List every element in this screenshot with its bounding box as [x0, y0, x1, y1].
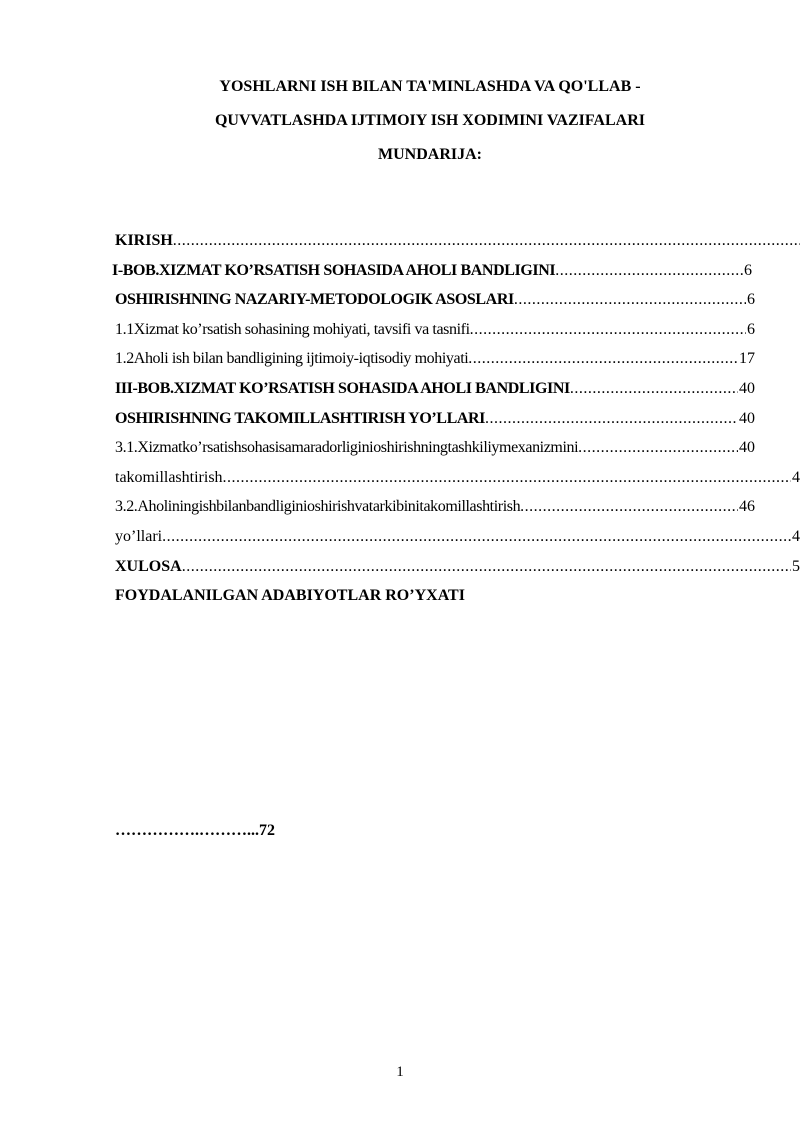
toc-entry-page: 6: [747, 320, 755, 338]
toc-leader-dots: [470, 321, 746, 339]
toc-entry-text: I-BOB.XIZMAT KO’RSATISH SOHASIDA AHOLI BANDLIGINI: [112, 261, 556, 279]
toc-entry-kirish[interactable]: [115, 232, 800, 262]
toc-entry-chapter-3-cont[interactable]: [115, 410, 755, 440]
toc-leader-dots: [485, 410, 738, 428]
toc-entry-text: 1.1Xizmat ko’rsatish sohasining mohiyati, tavsifi va tasnifi: [115, 320, 470, 338]
toc-leader-dots: [578, 439, 738, 457]
toc-leader-dots: [223, 469, 791, 487]
toc-leader-dots: [570, 380, 738, 398]
toc-entry-text: 3.2.Aholiningishbilanbandliginioshirishvatarkibinitakomillashtirish: [115, 498, 521, 516]
bibliography-page-reference: …………….………...72: [115, 822, 275, 839]
title-line-2: QUVVATLASHDA IJTIMOIY ISH XODIMINI VAZIFALARI: [214, 112, 645, 129]
toc-entry-section-1-1[interactable]: [115, 321, 755, 351]
toc-entry-chapter-1-cont[interactable]: [115, 291, 755, 321]
toc-entry-page: 4: [792, 468, 800, 486]
toc-leader-dots: [182, 558, 791, 576]
toc-entry-text: III-BOB.XIZMAT KO’RSATISH SOHASIDA AHOLI BANDLIGINI: [115, 379, 570, 397]
table-of-contents: [112, 232, 800, 617]
contents-heading: MUNDARIJA:: [378, 146, 482, 163]
toc-entry-text: KIRISH: [115, 232, 173, 249]
toc-entry-text: yo’llari: [115, 527, 163, 545]
toc-entry-xulosa[interactable]: [115, 558, 800, 588]
toc-entry-page: 46: [739, 498, 755, 516]
toc-leader-dots: [173, 232, 800, 250]
toc-entry-bibliography[interactable]: [115, 587, 800, 617]
toc-entry-text: FOYDALANILGAN ADABIYOTLAR RO’YXATI: [115, 587, 465, 605]
toc-entry-page: 40: [739, 439, 755, 457]
toc-leader-dots: [468, 350, 738, 368]
toc-entry-page: 6: [747, 291, 755, 309]
title-line-1: YOSHLARNI ISH BILAN TA'MINLASHDA VA QO'LLAB -: [219, 78, 641, 95]
toc-leader-dots: [514, 291, 746, 309]
toc-entry-text: 1.2Aholi ish bilan bandligining ijtimoiy-iqtisodiy mohiyati: [115, 350, 469, 368]
toc-entry-page: 4: [792, 527, 800, 545]
toc-entry-text: XULOSA: [115, 557, 182, 575]
toc-entry-text: OSHIRISHNING NAZARIY-METODOLOGIK ASOSLARI: [115, 291, 514, 309]
toc-entry-section-3-2[interactable]: [115, 498, 755, 528]
toc-entry-text: 3.1.Xizmatko’rsatishsohasisamaradorliginioshirishningtashkiliymexanizmini: [115, 439, 579, 457]
toc-entry-section-3-1-cont[interactable]: [115, 469, 800, 499]
toc-entry-section-3-1[interactable]: [115, 439, 755, 469]
page-number: 1: [396, 1064, 404, 1080]
toc-leader-dots: [162, 528, 791, 546]
toc-entry-page: 17: [739, 350, 755, 368]
toc-entry-page: 6: [744, 261, 752, 279]
toc-entry-page: 40: [739, 379, 755, 397]
toc-entry-text: OSHIRISHNING TAKOMILLASHTIRISH YO’LLARI: [115, 409, 485, 427]
toc-leader-dots: [520, 498, 738, 516]
toc-entry-chapter-1[interactable]: [112, 262, 752, 292]
toc-entry-page: 5: [792, 557, 800, 575]
toc-entry-section-3-2-cont[interactable]: [115, 528, 800, 558]
toc-entry-chapter-3[interactable]: [115, 380, 755, 410]
toc-entry-section-1-2[interactable]: [115, 350, 755, 380]
toc-entry-page: 40: [739, 409, 755, 427]
toc-leader-dots: [555, 262, 743, 280]
toc-entry-text: takomillashtirish: [115, 468, 223, 486]
